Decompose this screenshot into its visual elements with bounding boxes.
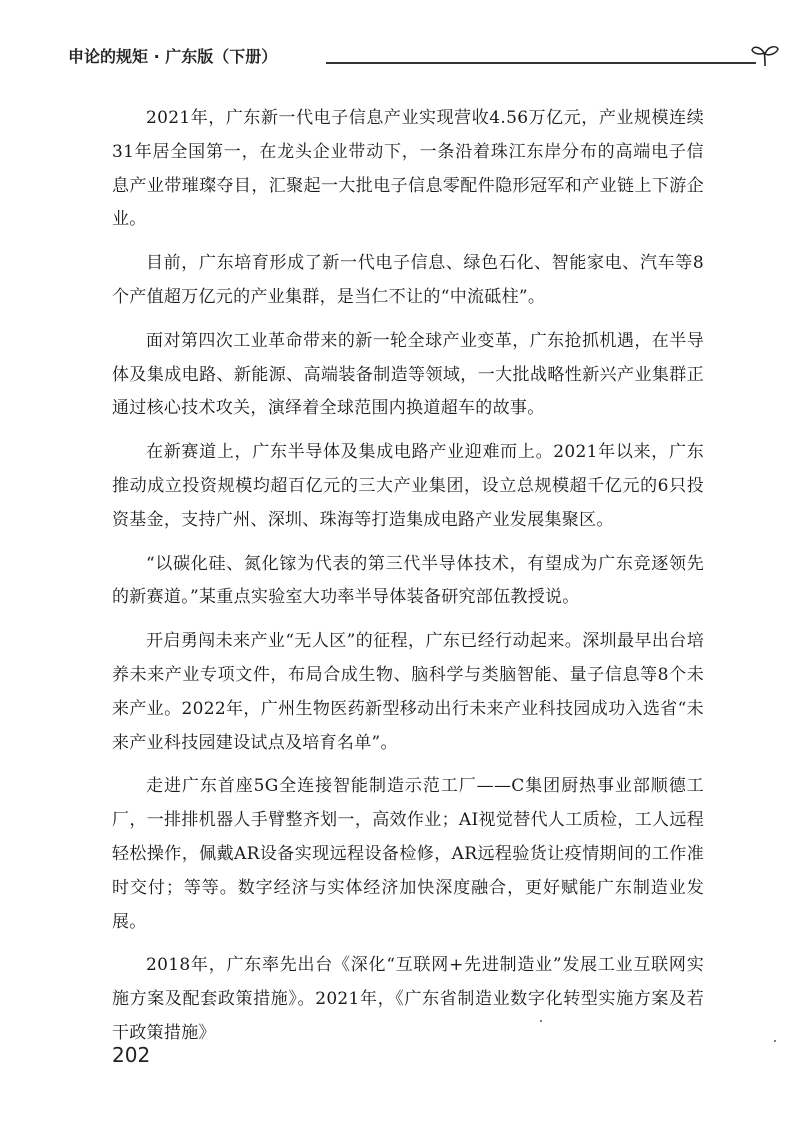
paragraph: 目前，广东培育形成了新一代电子信息、绿色石化、智能家电、汽车等8个产值超万亿元的产业集群，是当仁不让的“中流砥柱”。 — [112, 253, 704, 307]
paragraph: 2018年，广东率先出台《深化“互联网+先进制造业”发展工业互联网实施方案及配套政策措施》。2021年，《广东省制造业数字化转型实施方案及若干政策措施》 — [112, 955, 704, 1043]
running-header-title: 申论的规矩 · 广东版（下册） — [68, 47, 278, 66]
paragraph: 2021年，广东新一代电子信息产业实现营收4.56万亿元，产业规模连续31年居全国第一，在龙头企业带动下，一条沿着珠江东岸分布的高端电子信息产业带璀璨夺目，汇聚起一大批电子信息零配件隐形冠军和产业链上下游企业。 — [112, 108, 704, 230]
body-text — [112, 102, 704, 1061]
header-rule — [326, 62, 756, 64]
running-header — [68, 40, 718, 70]
page-number: 202 — [112, 1043, 151, 1067]
paragraph: 在新赛道上，广东半导体及集成电路产业迎难而上。2021年以来，广东推动成立投资规模均超百亿元的三大产业集团，设立总规模超千亿元的6只投资基金，支持广州、深圳、珠海等打造集成电路产业发展集聚区。 — [112, 442, 704, 530]
paragraph: 走进广东首座5G全连接智能制造示范工厂——C集团厨热事业部顺德工厂，一排排机器人手臂整齐划一，高效作业；AI视觉替代人工质检，工人远程轻松操作，佩戴AR设备实现远程设备检修，AR远程验货让疫情期间的工作准时交付；等等。数字经济与实体经济加快深度融合，更好赋能广东制造业发展。 — [112, 776, 704, 932]
sprout-leaf-icon — [750, 42, 780, 68]
paragraph: 开启勇闯未来产业“无人区”的征程，广东已经行动起来。深圳最早出台培养未来产业专项文件，布局合成生物、脑科学与类脑智能、量子信息等8个未来产业。2022年，广州生物医药新型移动出行未来产业科技园成功入选省“未来产业科技园建设试点及培育名单”。 — [112, 631, 704, 753]
paragraph: 面对第四次工业革命带来的新一轮全球产业变革，广东抢抓机遇，在半导体及集成电路、新能源、高端装备制造等领域，一大批战略性新兴产业集群正通过核心技术攻关，演绎着全球范围内换道超车的故事。 — [112, 330, 704, 419]
paragraph: “以碳化硅、氮化镓为代表的第三代半导体技术，有望成为广东竞逐领先的新赛道。”某重点实验室大功率半导体装备研究部伍教授说。 — [112, 553, 704, 608]
scan-speck — [774, 1040, 776, 1042]
scan-speck — [540, 1020, 542, 1022]
